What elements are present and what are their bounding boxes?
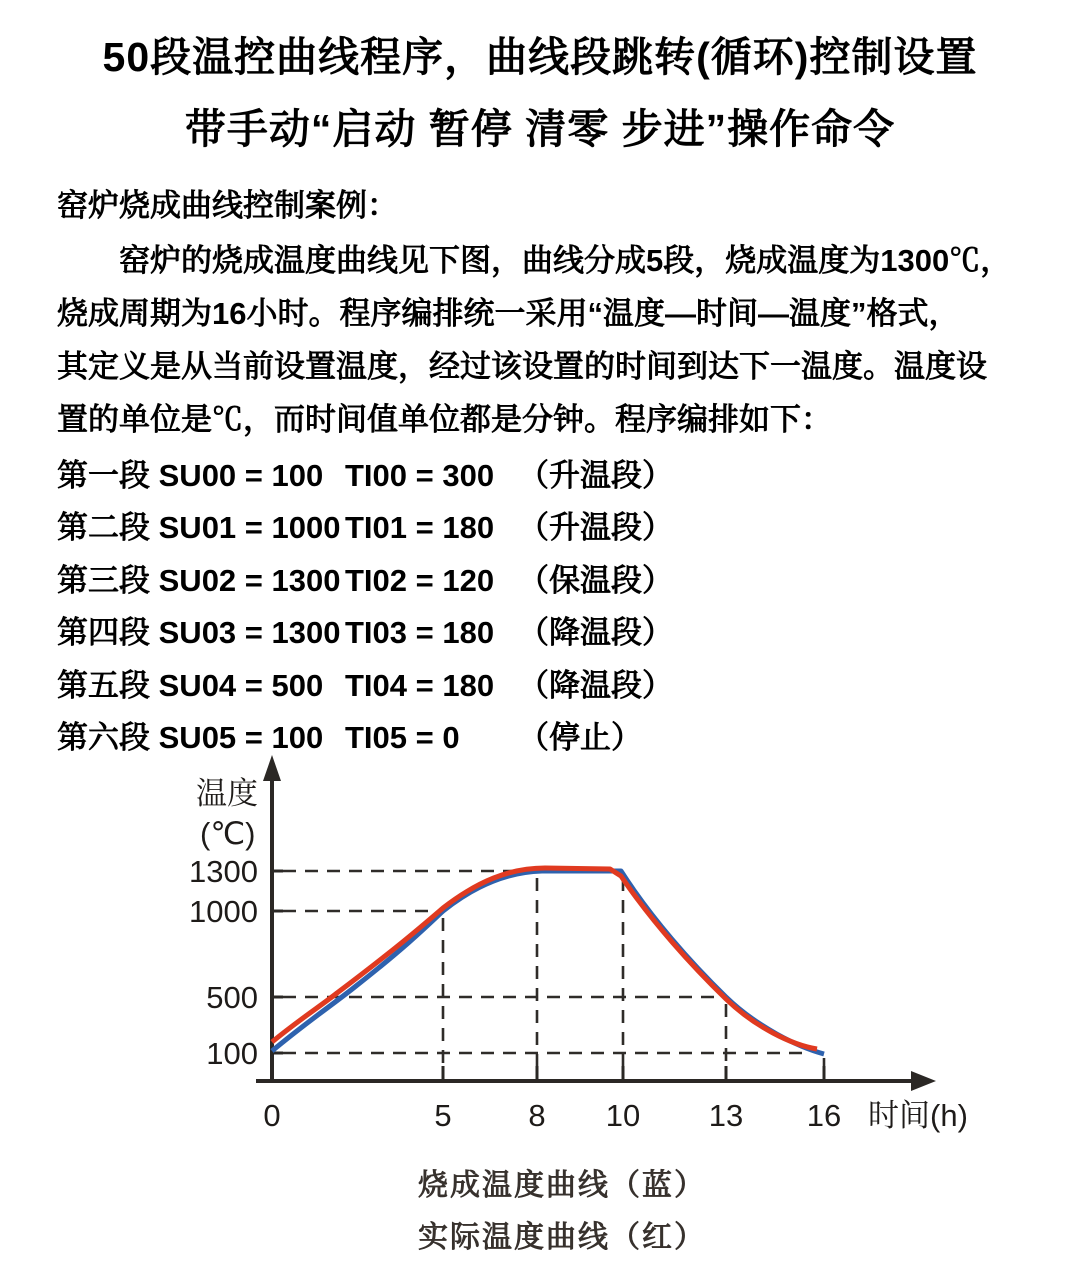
program-row-2: [57, 502, 1037, 547]
paragraph-line-3: 其定义是从当前设置温度，经过该设置的时间到达下一温度。温度设: [57, 349, 987, 384]
segment-su-value: 第五段 SU04 = 500: [57, 668, 324, 703]
chart-svg: [0, 745, 1080, 1165]
segment-ti-value: TI04 = 180: [345, 668, 495, 703]
program-row-5: [57, 660, 1037, 705]
segment-note: （升温段）: [518, 510, 673, 545]
program-row-1: [57, 450, 1037, 495]
paragraph-line-1: 窑炉的烧成温度曲线见下图，曲线分成5段，烧成温度为1300℃，: [57, 243, 1012, 278]
x-tick-5: 5: [434, 1098, 452, 1133]
segment-ti-value: TI03 = 180: [345, 615, 495, 650]
temperature-curve-chart: [0, 745, 1080, 1165]
y-tick-100: 100: [206, 1036, 258, 1071]
paragraph-line-2: 烧成周期为16小时。程序编排统一采用“温度—时间—温度”格式，: [57, 296, 960, 331]
legend-red-curve: 实际温度曲线（红）: [418, 1221, 706, 1254]
case-heading: 窑炉烧成曲线控制案例：: [57, 188, 398, 223]
program-row-4: [57, 607, 1037, 652]
segment-su-value: 第三段 SU02 = 1300: [57, 563, 341, 598]
x-tick-8: 8: [528, 1098, 546, 1133]
segment-note: （保温段）: [518, 563, 673, 598]
paragraph-line-4: 置的单位是℃，而时间值单位都是分钟。程序编排如下：: [57, 402, 832, 437]
x-tick-13: 13: [708, 1098, 744, 1133]
y-tick-500: 500: [206, 980, 258, 1015]
legend-blue-curve: 烧成温度曲线（蓝）: [418, 1169, 706, 1202]
y-axis-label-line-2: (℃): [200, 816, 256, 851]
x-tick-10: 10: [605, 1098, 641, 1133]
axis-ticks: [272, 871, 824, 1081]
segment-ti-value: TI05 = 0: [345, 720, 460, 755]
segment-note: （降温段）: [518, 615, 673, 650]
segment-su-value: 第六段 SU05 = 100: [57, 720, 324, 755]
segment-su-value: 第一段 SU00 = 100: [57, 458, 324, 493]
segment-ti-value: TI02 = 120: [345, 563, 495, 598]
actual-curve-red: [272, 868, 817, 1049]
y-tick-1000: 1000: [189, 894, 258, 929]
program-row-3: [57, 555, 1037, 600]
x-tick-0: 0: [263, 1098, 281, 1133]
y-tick-1300: 1300: [189, 854, 258, 889]
axes: [256, 768, 918, 1081]
page-title-line-2: 带手动“启动 暂停 清零 步进”操作命令: [184, 106, 896, 152]
x-axis-arrow-icon: [911, 1071, 936, 1091]
segment-note: （停止）: [518, 720, 642, 755]
segment-ti-value: TI01 = 180: [345, 510, 495, 545]
y-axis-label-line-1: 温度: [196, 776, 258, 811]
segment-su-value: 第二段 SU01 = 1000: [57, 510, 341, 545]
y-axis-arrow-icon: [263, 755, 281, 781]
x-axis-label: 时间(h): [868, 1098, 968, 1133]
setpoint-curve-blue: [272, 871, 824, 1054]
x-tick-16: 16: [806, 1098, 842, 1133]
segment-note: （升温段）: [518, 458, 673, 493]
segment-ti-value: TI00 = 300: [345, 458, 495, 493]
segment-su-value: 第四段 SU03 = 1300: [57, 615, 341, 650]
segment-note: （降温段）: [518, 668, 673, 703]
page-title-line-1: 50段温控曲线程序，曲线段跳转(循环)控制设置: [102, 34, 978, 80]
